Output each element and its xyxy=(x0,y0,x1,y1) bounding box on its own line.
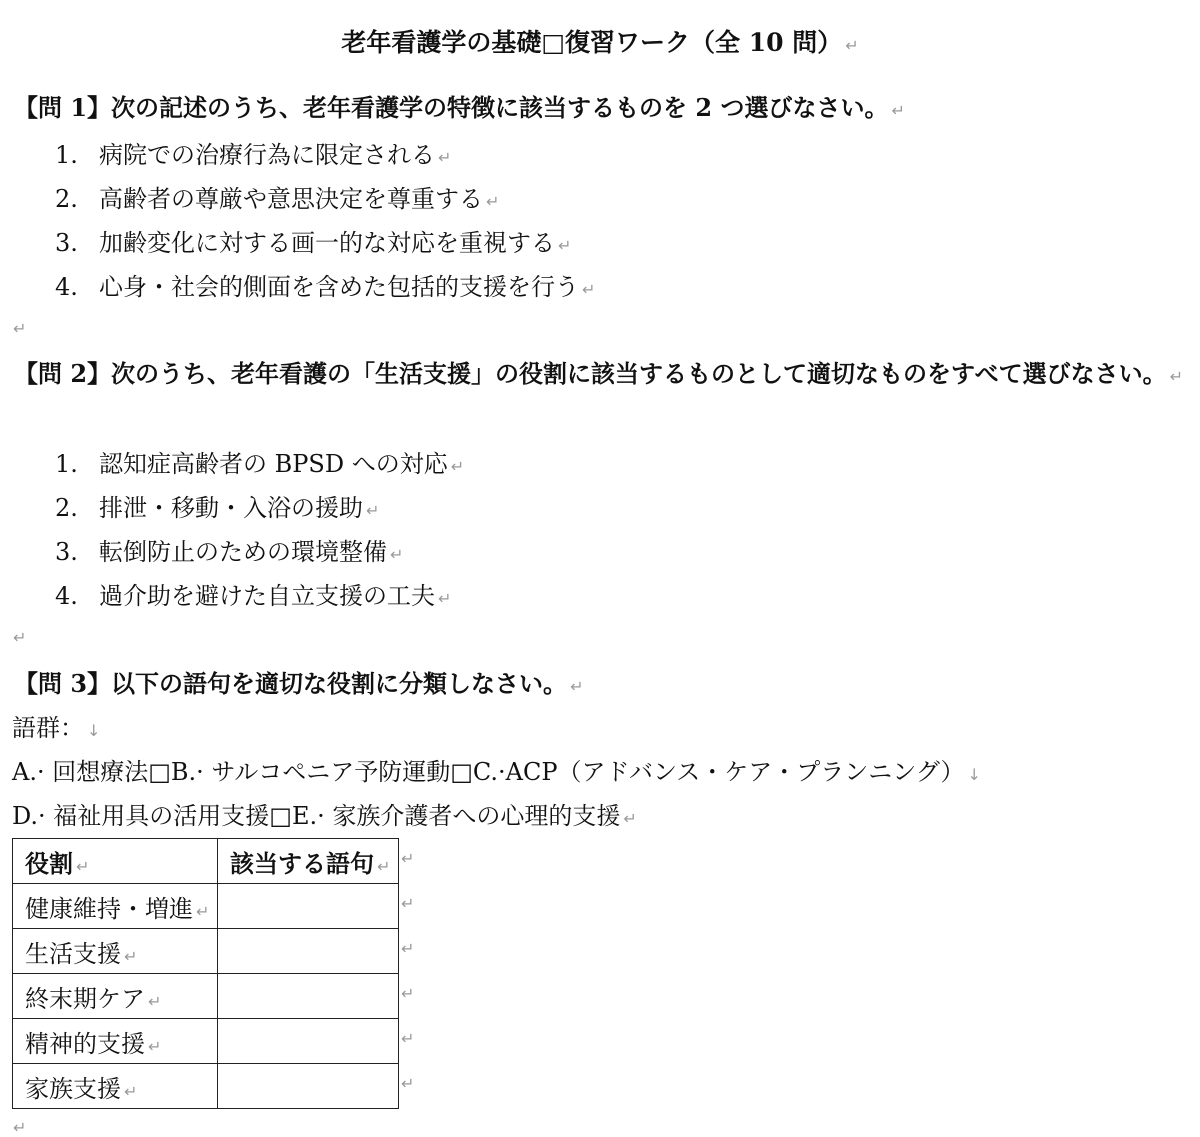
role-cell: 家族支援 ↵ xyxy=(13,1064,218,1109)
question-1-option: 3. 加齢変化に対する画一的な対応を重視する ↵ xyxy=(55,229,572,257)
answer-cell[interactable] xyxy=(218,929,399,974)
paragraph-mark: ↵ xyxy=(570,677,584,696)
empty-paragraph: ↵ xyxy=(13,1118,27,1137)
question-1-option: 1. 病院での治療行為に限定される ↵ xyxy=(55,141,452,169)
question-2-heading: 【問 2】次のうち、老年看護の「生活支援」の役割に該当するものとして適切なものをすべて選びなさい。 ↵ xyxy=(14,359,1183,388)
line-break-mark: ↓ xyxy=(967,765,981,784)
answer-cell[interactable] xyxy=(218,1064,399,1109)
empty-paragraph: ↵ xyxy=(13,628,27,647)
table-header-cell: 該当する語句 ↵ xyxy=(218,839,399,884)
row-end-mark: ↵ xyxy=(401,849,415,868)
question-3-heading: 【問 3】以下の語句を適切な役割に分類しなさい。 ↵ xyxy=(14,669,584,698)
paragraph-mark: ↵ xyxy=(582,280,596,299)
word-list-label: 語群： ↓ xyxy=(12,714,101,742)
row-end-mark: ↵ xyxy=(401,894,415,913)
paragraph-mark: ↵ xyxy=(891,101,905,120)
role-cell: 健康維持・増進 ↵ xyxy=(13,884,218,929)
question-2-option: 2. 排泄・移動・入浴の援助 ↵ xyxy=(55,494,380,522)
row-end-mark: ↵ xyxy=(401,1074,415,1093)
empty-paragraph: ↵ xyxy=(13,319,27,338)
paragraph-mark: ↵ xyxy=(1169,367,1183,386)
paragraph-mark: ↵ xyxy=(438,589,452,608)
paragraph-mark: ↵ xyxy=(366,501,380,520)
question-1-heading: 【問 1】次の記述のうち、老年看護学の特徴に該当するものを 2 つ選びなさい。 ↵ xyxy=(14,93,905,122)
paragraph-mark: ↵ xyxy=(390,545,404,564)
word-list-line: A.· 回想療法□B.· サルコペニア予防運動□C.·ACP（アドバンス・ケア・プランニング） ↓ xyxy=(12,758,981,786)
table-row xyxy=(13,929,399,974)
answer-cell[interactable] xyxy=(218,974,399,1019)
table-row xyxy=(13,1019,399,1064)
paragraph-mark: ↵ xyxy=(623,809,637,828)
paragraph-mark: ↵ xyxy=(438,148,452,167)
document-title: 老年看護学の基礎□復習ワーク（全 10 問） ↵ xyxy=(341,28,859,57)
question-1-option: 4. 心身・社会的側面を含めた包括的支援を行う ↵ xyxy=(55,273,596,301)
question-2-option: 1. 認知症高齢者の BPSD への対応 ↵ xyxy=(55,450,465,478)
role-cell: 精神的支援 ↵ xyxy=(13,1019,218,1064)
table-row xyxy=(13,974,399,1019)
question-2-option: 3. 転倒防止のための環境整備 ↵ xyxy=(55,538,404,566)
row-end-mark: ↵ xyxy=(401,984,415,1003)
role-cell: 生活支援 ↵ xyxy=(13,929,218,974)
answer-cell[interactable] xyxy=(218,884,399,929)
question-2-option: 4. 過介助を避けた自立支援の工夫 ↵ xyxy=(55,582,452,610)
row-end-mark: ↵ xyxy=(401,1029,415,1048)
word-list-line: D.· 福祉用具の活用支援□E.· 家族介護者への心理的支援 ↵ xyxy=(12,802,637,830)
table-row xyxy=(13,884,399,929)
paragraph-mark: ↵ xyxy=(558,236,572,255)
line-break-mark: ↓ xyxy=(87,721,101,740)
paragraph-mark: ↵ xyxy=(450,457,465,476)
question-1-option: 2. 高齢者の尊厳や意思決定を尊重する ↵ xyxy=(55,185,500,213)
answer-cell[interactable] xyxy=(218,1019,399,1064)
table-header-row xyxy=(13,839,399,884)
table-row xyxy=(13,1064,399,1109)
role-cell: 終末期ケア ↵ xyxy=(13,974,218,1019)
table-header-cell: 役割 ↵ xyxy=(13,839,218,884)
classification-table xyxy=(12,838,399,1109)
paragraph-mark: ↵ xyxy=(486,192,500,211)
paragraph-mark: ↵ xyxy=(845,36,859,55)
row-end-mark: ↵ xyxy=(401,939,415,958)
